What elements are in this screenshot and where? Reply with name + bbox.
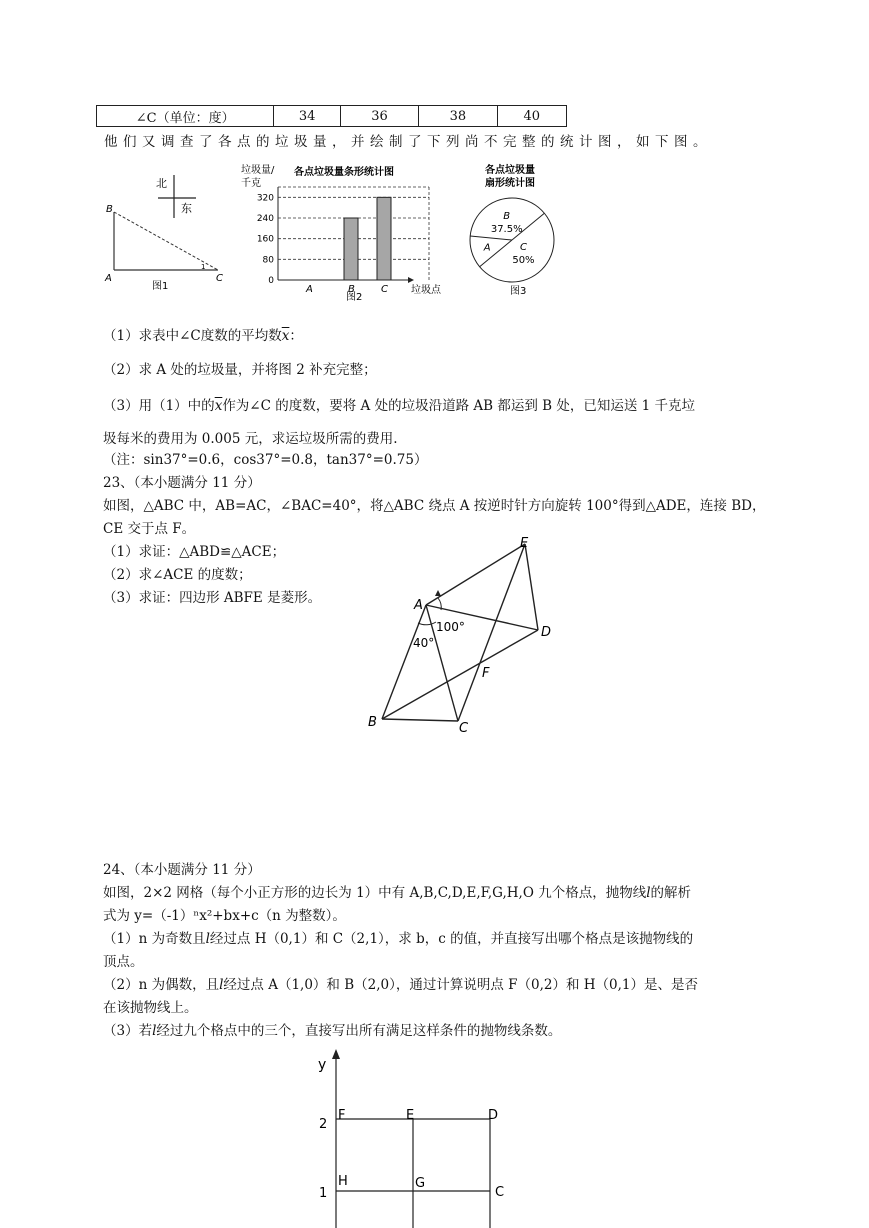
pie-title-2: 扇形统计图: [485, 178, 535, 189]
angle-100-label: 100°: [436, 620, 465, 634]
q24-part2-rest: 经过点 A（1,0）和 B（2,0），通过计算说明点 F（0,2）和 H（0,1）是、是否: [223, 977, 699, 993]
q24-line1: [103, 884, 691, 902]
table-cell: 40: [497, 106, 566, 127]
point-c-label: C: [216, 273, 223, 284]
q22-part3-rest: 作为∠C 的度数，要将 A 处的垃圾沿道路 AB 都运到 B 处，已知运送 1 千克垃: [222, 398, 696, 414]
l-symbol: l: [152, 1023, 157, 1039]
pie-slice-b-percent: 37.5%: [490, 223, 523, 235]
pie-slice-edge: [470, 236, 512, 240]
x-bar-symbol: $\overline{x}$: [281, 328, 290, 344]
bar-chart: [236, 158, 451, 303]
angle-40-label: 40°: [413, 636, 435, 650]
east-label: 东: [181, 202, 192, 215]
table-row: [97, 106, 567, 127]
q22-part3-text: （3）用（1）中的: [103, 398, 215, 414]
angle-mark: 1: [201, 263, 206, 271]
q24-title: 24、（本小题满分 11 分）: [103, 862, 261, 878]
x-bar-symbol: $\overline{x}$: [214, 398, 223, 414]
q23-line2: CE 交于点 F。: [103, 521, 196, 537]
point-c-label: C: [495, 1185, 505, 1200]
fig1-caption: 图1: [152, 281, 169, 292]
segment-ce: [458, 544, 525, 721]
q24-part3-text: （3）若: [103, 1023, 153, 1039]
segment-ed: [525, 544, 538, 630]
segment-bd: [382, 630, 538, 719]
q24-part2-text: （2）n 为偶数，且: [103, 977, 220, 993]
pie-slice-b-label: B: [503, 210, 511, 222]
l-symbol: l: [205, 931, 210, 947]
bar-category-label: B: [348, 284, 355, 295]
point-f-label: F: [482, 666, 490, 681]
q22-part2: （2）求 A 处的垃圾量，并将图 2 补充完整；: [103, 362, 377, 378]
q24-part2-line2: 在该抛物线上。: [103, 1000, 198, 1016]
q24-line1-end: 的解析: [650, 885, 692, 901]
point-a-label: A: [414, 598, 423, 613]
table-header-cell: ∠C（单位：度）: [97, 106, 274, 127]
q24-part3-rest: 经过九个格点中的三个，直接写出所有满足这样条件的抛物线条数。: [156, 1023, 562, 1039]
bar-ytick-label: 240: [256, 214, 274, 224]
segment-bc: [114, 212, 218, 270]
pie-chart: [468, 160, 568, 300]
bar-ytick-label: 80: [262, 255, 274, 266]
angle-100-arrow: [435, 590, 441, 596]
q24-part1: [103, 930, 693, 948]
point-b-label: B: [106, 204, 113, 215]
bar-ytick-label: 0: [268, 276, 274, 286]
point-b-label: B: [368, 715, 377, 730]
table-cell: 38: [419, 106, 497, 127]
q23-line1: 如图，△ABC 中，AB=AC，∠BAC=40°，将△ABC 绕点 A 按逆时针方向旋转 100°得到△ADE，连接 BD，: [103, 498, 766, 514]
q23-title: 23、（本小题满分 11 分）: [103, 475, 261, 491]
bar-ylabel-2: 千克: [241, 178, 261, 189]
point-d-label: D: [541, 625, 552, 640]
point-e-label: E: [406, 1108, 415, 1123]
intro-line: 他们又调查了各点的垃圾量，并绘制了下列尚不完整的统计图，如下图。: [104, 134, 712, 150]
bar-ytick-label: 160: [256, 234, 274, 245]
tick-1: 1: [319, 1186, 328, 1201]
grid-figure: [305, 1045, 535, 1228]
segment-ab: [382, 605, 426, 719]
q24-line2: 式为 y=（-1）ⁿx²+bx+c（n 为整数）。: [103, 908, 346, 924]
point-c-label: C: [459, 721, 469, 736]
q24-part3: [103, 1022, 561, 1040]
point-h-label: H: [338, 1174, 348, 1189]
q22-part1-end: ：: [289, 328, 303, 344]
segment-bc: [382, 719, 458, 721]
q22-note: （注：sin37°=0.6，cos37°=0.8，tan37°=0.75）: [103, 452, 428, 468]
q23-part2: （2）求∠ACE 的度数；: [103, 567, 252, 583]
point-a-label: A: [105, 273, 112, 284]
y-axis-arrow: [332, 1049, 340, 1059]
bar-xlabel: 垃圾点: [411, 285, 441, 296]
pie-slice-c-label: C: [519, 241, 527, 253]
angle-40-arc: [418, 622, 436, 625]
bar-caption: 图2: [346, 292, 363, 303]
point-g-label: G: [415, 1176, 426, 1191]
pie-caption: 图3: [510, 286, 527, 297]
point-f-label: F: [338, 1108, 346, 1123]
bar-c: [377, 197, 391, 280]
tick-2: 2: [319, 1117, 328, 1132]
table-cell: 34: [274, 106, 340, 127]
bar-ylabel-1: 垃圾量/: [241, 165, 275, 176]
pie-title-1: 各点垃圾量: [485, 165, 535, 176]
q23-part1: （1）求证：△ABD≌△ACE；: [103, 544, 286, 560]
bar-category-label: A: [306, 284, 313, 295]
q22-part1-text: （1）求表中∠C度数的平均数: [103, 328, 282, 344]
point-d-label: D: [488, 1108, 499, 1123]
angle-table: [96, 105, 567, 127]
north-label: 北: [156, 177, 167, 190]
q22-part3-line2: 圾每米的费用为 0.005 元，求运垃圾所需的费用.: [103, 431, 398, 447]
table-cell: 36: [340, 106, 418, 127]
l-symbol: l: [646, 885, 651, 901]
rhombus-figure: [360, 532, 580, 737]
figure-1: [100, 170, 240, 295]
q22-part1: [103, 327, 303, 345]
q24-part1-rest: 经过点 H（0,1）和 C（2,1），求 b，c 的值，并直接写出哪个格点是该抛物线的: [209, 931, 694, 947]
bar-ytick-label: 320: [256, 193, 274, 204]
q24-part2: [103, 976, 698, 994]
q22-part3: [103, 397, 695, 415]
q24-part1-line2: 顶点。: [103, 954, 144, 970]
y-axis-label: y: [318, 1057, 327, 1073]
bar-title: 各点垃圾量条形统计图: [294, 167, 394, 178]
q24-part1-text: （1）n 为奇数且: [103, 931, 206, 947]
point-e-label: E: [520, 536, 529, 551]
pie-slice-a-label: A: [483, 242, 491, 254]
bar-b: [344, 218, 358, 280]
q24-line1-text: 如图，2×2 网格（每个小正方形的边长为 1）中有 A,B,C,D,E,F,G,H,O 九个格点，抛物线: [103, 885, 647, 901]
q23-part3: （3）求证：四边形 ABFE 是菱形。: [103, 590, 322, 606]
bar-x-arrow: [408, 277, 414, 283]
bar-category-label: C: [381, 284, 388, 295]
pie-slice-c-percent: 50%: [512, 254, 535, 266]
l-symbol: l: [219, 977, 224, 993]
